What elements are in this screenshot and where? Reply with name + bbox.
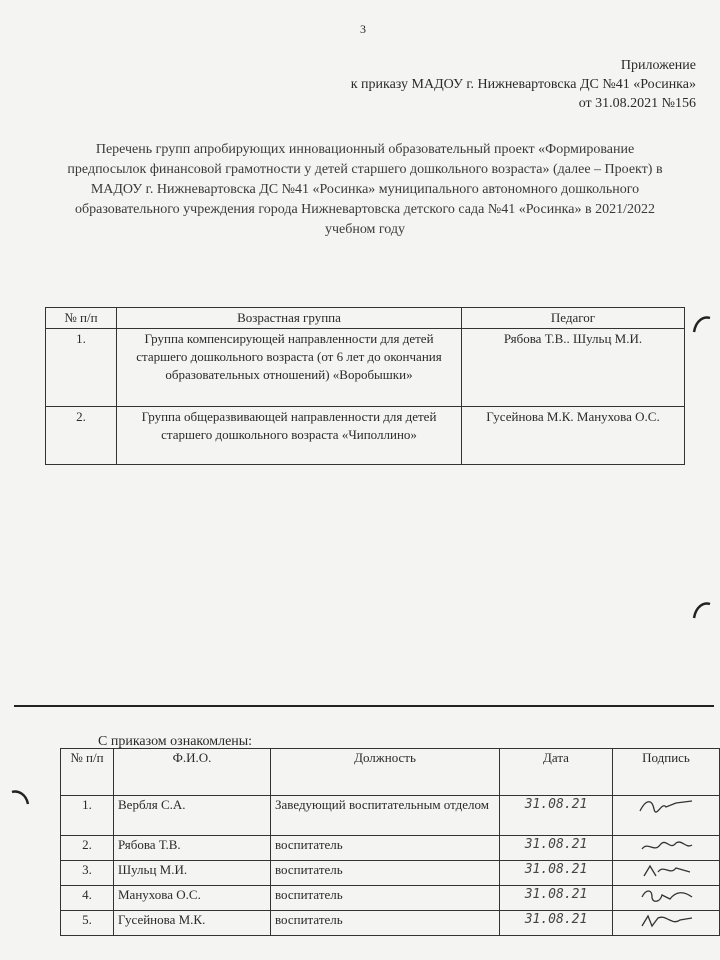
row-date: 31.08.21 <box>500 911 613 936</box>
document-title: Перечень групп апробирующих инновационный образовательный проект «Формирование предпосылок финансовой грамотности у детей старшего дошкольного возраста» (далее – Проект) в МАДОУ г. Нижневартовска ДС №41 «Росинка» муниципального автономного дошкольного образовательного учреждения города Нижневартовска детского сада №41 «Росинка» в 2021/2022 учебном году <box>67 142 663 237</box>
punch-hole-mark <box>690 598 714 622</box>
row-num: 3. <box>61 861 114 886</box>
row-fio: Рябова Т.В. <box>114 836 271 861</box>
row-num: 1. <box>61 796 114 836</box>
row-num: 2. <box>61 836 114 861</box>
row-group: Группа компенсирующей направленности для детей старшего дошкольного возраста (от 6 лет до окончания образовательных отношений) «Воробышки» <box>117 329 462 407</box>
row-fio: Гусейнова М.К. <box>114 911 271 936</box>
row-date: 31.08.21 <box>500 886 613 911</box>
row-position: воспитатель <box>271 886 500 911</box>
table-row <box>61 836 720 861</box>
header-fio: Ф.И.О. <box>114 749 271 796</box>
header-date: Дата <box>500 749 613 796</box>
row-num: 4. <box>61 886 114 911</box>
groups-table <box>45 307 685 465</box>
appendix-line-3: от 31.08.2021 №156 <box>578 96 696 111</box>
acq-table-header <box>61 749 720 796</box>
section-divider <box>14 705 714 707</box>
row-position: воспитатель <box>271 836 500 861</box>
row-teacher: Рябова Т.В.. Шульц М.И. <box>462 329 685 407</box>
row-num: 5. <box>61 911 114 936</box>
table-row <box>61 861 720 886</box>
row-num: 1. <box>46 329 117 407</box>
signature-image <box>613 861 720 886</box>
signature-image <box>613 796 720 836</box>
row-num: 2. <box>46 407 117 465</box>
table-row <box>46 329 685 407</box>
groups-table-header <box>46 308 685 329</box>
row-date: 31.08.21 <box>500 861 613 886</box>
acquaintance-table <box>60 748 720 936</box>
header-num: № п/п <box>46 308 117 329</box>
row-teacher: Гусейнова М.К. Манухова О.С. <box>462 407 685 465</box>
row-fio: Шульц М.И. <box>114 861 271 886</box>
row-position: воспитатель <box>271 911 500 936</box>
appendix-line-2: к приказу МАДОУ г. Нижневартовска ДС №41 «Росинка» <box>350 77 696 92</box>
acquainted-label: С приказом ознакомлены: <box>98 734 253 749</box>
page-number: 3 <box>360 22 366 36</box>
signature-image <box>613 836 720 861</box>
appendix-line-1: Приложение <box>620 58 696 73</box>
table-row <box>61 796 720 836</box>
table-row <box>46 407 685 465</box>
header-signature: Подпись <box>613 749 720 796</box>
table-row <box>61 886 720 911</box>
header-teacher: Педагог <box>462 308 685 329</box>
row-date: 31.08.21 <box>500 796 613 836</box>
row-position: Заведующий воспитательным отделом <box>271 796 500 836</box>
punch-hole-mark <box>690 312 714 336</box>
row-fio: Вербля С.А. <box>114 796 271 836</box>
table-row <box>61 911 720 936</box>
row-position: воспитатель <box>271 861 500 886</box>
header-position: Должность <box>271 749 500 796</box>
appendix-header <box>351 56 696 113</box>
signature-image <box>613 911 720 936</box>
row-date: 31.08.21 <box>500 836 613 861</box>
header-group: Возрастная группа <box>117 308 462 329</box>
punch-hole-mark <box>8 784 32 808</box>
signature-image <box>613 886 720 911</box>
row-fio: Манухова О.С. <box>114 886 271 911</box>
row-group: Группа общеразвивающей направленности для детей старшего дошкольного возраста «Чиполлино» <box>117 407 462 465</box>
header-num: № п/п <box>61 749 114 796</box>
